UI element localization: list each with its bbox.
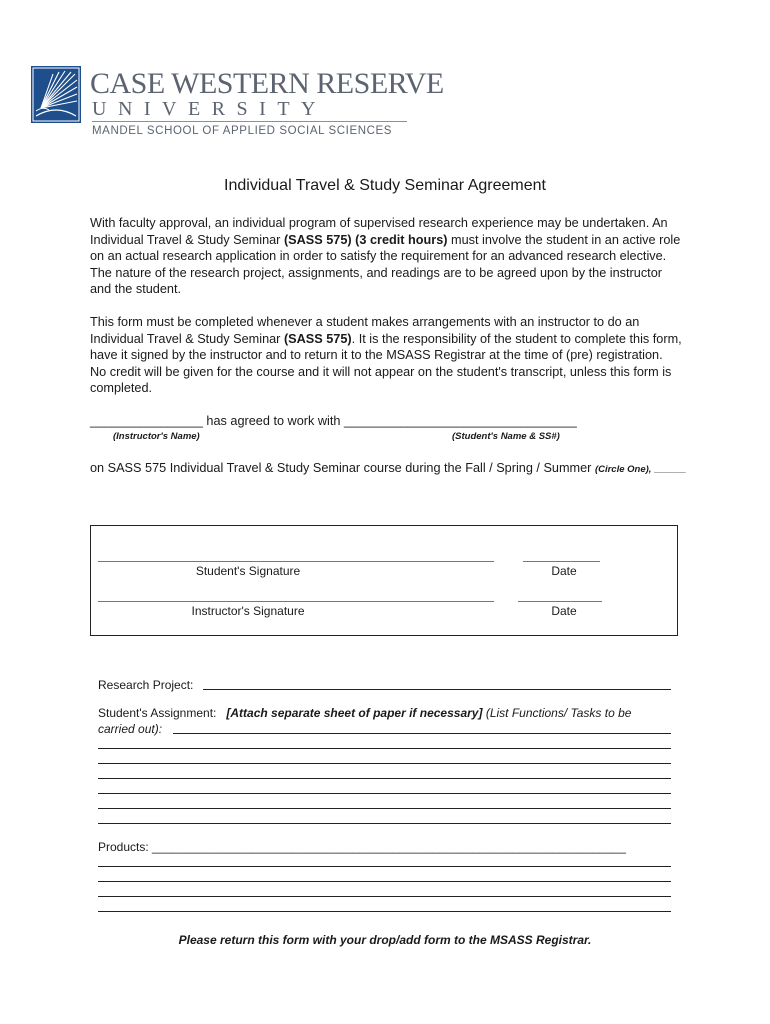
agreement-line <box>90 414 577 428</box>
assignment-label-line <box>98 706 631 720</box>
p2-text-b: . It is the responsibility of the student to complete this form, have it signed by the instructor and to return it to the MSASS Registrar at the time of (pre) registration. No credit will be given for the course and it will not appear on the student's transcript, unless this form is completed. <box>90 331 682 395</box>
p2-bold: (SASS 575) <box>283 331 352 346</box>
logo-divider <box>92 121 407 122</box>
has-agreed-text: has agreed to work with <box>202 414 344 428</box>
course-line <box>90 459 690 479</box>
sunburst-seal-icon <box>31 66 81 123</box>
instructor-date-line[interactable] <box>518 601 602 602</box>
student-name-caption: (Student's Name & SS#) <box>452 431 560 442</box>
assignment-line-6[interactable] <box>98 808 671 809</box>
university-word: UNIVERSITY <box>92 98 327 120</box>
p1-text-b: must involve the student in an active role on an actual research application in order to satisfy the requirement for an advanced research elective. The nature of the research project, assignments, and readings are to be agreed upon by the instructor and the student. <box>90 232 681 296</box>
instructor-date-label: Date <box>551 604 577 618</box>
assignment-line-7[interactable] <box>98 823 671 824</box>
assignment-attach-note: [Attach separate sheet of paper if necessary] <box>226 706 483 720</box>
assignment-line-2[interactable] <box>98 748 671 749</box>
student-signature-label: Student's Signature <box>195 564 301 578</box>
p1-bold: (SASS 575) (3 credit hours) <box>283 232 448 247</box>
return-instructions: Please return this form with your drop/add form to the MSASS Registrar. <box>178 933 592 947</box>
student-name-blank[interactable]: _________________________________ <box>343 414 577 428</box>
university-seal-logo <box>31 66 81 123</box>
circle-one-note: (Circle One), <box>594 464 652 475</box>
products-line-3[interactable] <box>98 896 671 897</box>
year-blank[interactable]: ______ <box>651 464 686 475</box>
assignment-line-5[interactable] <box>98 793 671 794</box>
assignment-line-3[interactable] <box>98 763 671 764</box>
assignment-line-1[interactable] <box>173 733 671 734</box>
course-text: on SASS 575 Individual Travel & Study Seminar course during the Fall / Spring / Summer <box>90 461 595 475</box>
assignment-hint-2: carried out): <box>98 722 163 736</box>
research-project-line[interactable] <box>203 689 671 690</box>
school-name: MANDEL SCHOOL OF APPLIED SOCIAL SCIENCES <box>92 125 393 137</box>
intro-paragraph-1 <box>90 215 682 298</box>
products-line-4[interactable] <box>98 911 671 912</box>
research-project-label: Research Project: <box>98 678 194 692</box>
products-line-1[interactable] <box>98 866 671 867</box>
assignment-hint: (List Functions/ Tasks to be <box>482 706 632 720</box>
university-name: CASE WESTERN RESERVE <box>90 67 444 100</box>
student-signature-line[interactable] <box>98 561 494 562</box>
form-title: Individual Travel & Study Seminar Agreement <box>224 177 546 194</box>
signature-box <box>90 525 678 636</box>
assignment-line-4[interactable] <box>98 778 671 779</box>
assignment-label: Student's Assignment: <box>98 706 217 720</box>
instructor-name-blank[interactable]: ________________ <box>90 414 203 428</box>
instructor-name-caption: (Instructor's Name) <box>113 431 200 442</box>
products-label: Products: _______________________________________________________________________ <box>98 840 626 854</box>
p1-text-a: With faculty approval, an individual program of supervised research experience may be undertaken. An Individual Travel & Study Seminar <box>90 216 668 247</box>
instructor-signature-label: Instructor's Signature <box>191 604 305 618</box>
products-line-2[interactable] <box>98 881 671 882</box>
student-date-label: Date <box>551 564 577 578</box>
intro-paragraph-2 <box>90 314 682 397</box>
p2-text-a: This form must be completed whenever a student makes arrangements with an instructor to do an Individual Travel & Study Seminar <box>90 315 640 346</box>
student-date-line[interactable] <box>523 561 600 562</box>
instructor-signature-line[interactable] <box>98 601 494 602</box>
